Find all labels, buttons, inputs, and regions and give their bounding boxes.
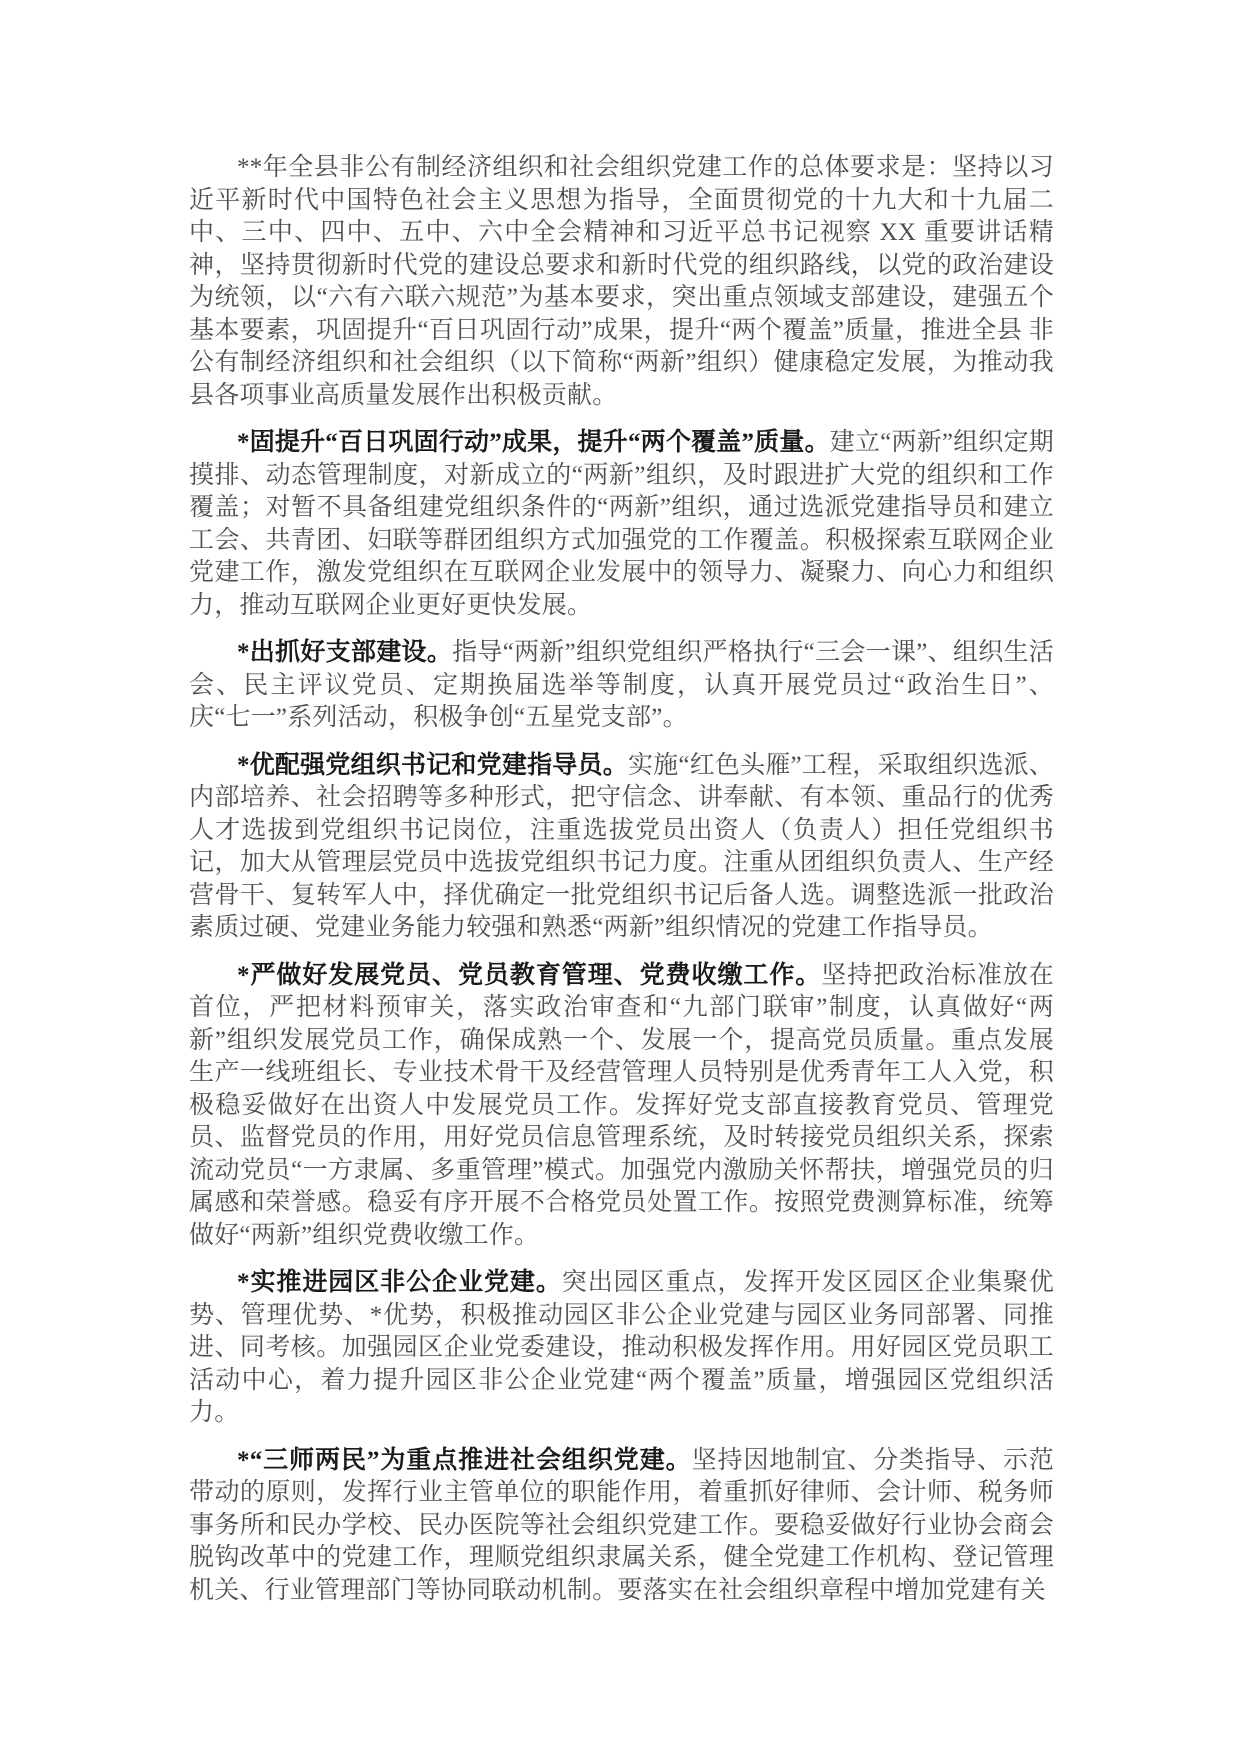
paragraph-lead: *出抓好支部建设。 <box>237 639 453 666</box>
paragraph-consolidate-two-coverages <box>189 427 1054 622</box>
paragraph-text: 坚持因地制宜、分类指导、示范带动的原则，发挥行业主管单位的职能作用，着重抓好律师、会计师、税务师事务所和民办学校、民办医院等社会组织党建工作。要稳妥做好行业协会商会脱钩改革中的党建工作，理顺党组织隶属关系，健全党建工作机构、登记管理机关、行业管理部门等协同联动机制。要落实在社会组织章程中增加党建有关 <box>189 1446 1054 1604</box>
paragraph-text: 建立“两新”组织定期摸排、动态管理制度，对新成立的“两新”组织，及时跟进扩大党的组织和工作覆盖；对暂不具备组建党组织条件的“两新”组织，通过选派党建指导员和建立工会、共青团、妇联等群团组织方式加强党的工作覆盖。积极探索互联网企业党建工作，激发党组织在互联网企业发展中的领导力、凝聚力、向心力和组织力，推动互联网企业更好更快发展。 <box>189 429 1054 619</box>
paragraph-social-organization-party-building <box>189 1445 1054 1608</box>
paragraph-text: 突出园区重点，发挥开发区园区企业集聚优势、管理优势、*优势，积极推动园区非公企业党建与园区业务同部署、同推进、同考核。加强园区企业党委建设，推动积极发挥作用。用好园区党员职工活动中心，着力提升园区非公企业党建“两个覆盖”质量，增强园区党组织活力。 <box>189 1269 1054 1426</box>
paragraph-lead: *固提升“百日巩固行动”成果，提升“两个覆盖”质量。 <box>237 429 830 456</box>
document-body <box>189 152 1054 1607</box>
paragraph-lead: *实推进园区非公企业党建。 <box>237 1269 562 1296</box>
paragraph-overall-requirements <box>189 152 1054 412</box>
paragraph-lead: *“三师两民”为重点推进社会组织党建。 <box>237 1446 692 1474</box>
paragraph-lead: *优配强党组织书记和党建指导员。 <box>237 751 628 779</box>
paragraph-lead: *严做好发展党员、党员教育管理、党费收缴工作。 <box>237 961 822 989</box>
paragraph-branch-building <box>189 637 1054 735</box>
paragraph-text: 坚持把政治标准放在首位，严把材料预审关，落实政治审查和“九部门联审”制度，认真做好“两新”组织发展党员工作，确保成熟一个、发展一个，提高党员质量。重点发展生产一线班组长、专业技术骨干及经营管理人员特别是优秀青年工人入党，积极稳妥做好在出资人中发展党员工作。发挥好党支部直接教育党员、管理党员、监督党员的作用，用好党员信息管理系统，及时转接党员组织关系，探索流动党员“一方隶属、多重管理”模式。加强党内激励关怀帮扶，增强党员的归属感和荣誉感。稳妥有序开展不合格党员处置工作。按照党费测算标准，统筹做好“两新”组织党费收缴工作。 <box>189 961 1054 1249</box>
paragraph-member-development-dues <box>189 960 1054 1253</box>
paragraph-text: 实施“红色头雁”工程，采取组织选派、内部培养、社会招聘等多种形式，把守信念、讲奉献、有本领、重品行的优秀人才选拔到党组织书记岗位，注重选拔党员出资人（负责人）担任党组织书记，加大从管理层党员中选拔党组织书记力度。注重从团组织负责人、生产经营骨干、复转军人中，择优确定一批党组织书记后备人选。调整选派一批政治素质过硬、党建业务能力较强和熟悉“两新”组织情况的党建工作指导员。 <box>189 751 1055 941</box>
paragraph-text: 指导“两新”组织党组织严格执行“三会一课”、组织生活会、民主评议党员、定期换届选举等制度，认真开展党员过“政治生日”、庆“七一”系列活动，积极争创“五星党支部”。 <box>189 639 1054 731</box>
paragraph-industrial-park-party-building <box>189 1267 1054 1430</box>
paragraph-text: **年全县非公有制经济组织和社会组织党建工作的总体要求是：坚持以习近平新时代中国特色社会主义思想为指导，全面贯彻党的十九大和十九届二中、三中、四中、五中、六中全会精神和习近平总书记视察 XX 重要讲话精神，坚持贯彻新时代党的建设总要求和新时代党的组织路线，以党的政治建设为统领，以“六有六联六规范”为基本要求，突出重点领域支部建设，建强五个基本要素，巩固提升“百日巩固行动”成果，提升“两个覆盖”质量，推进全县 非公有制经济组织和社会组织（以下简称“两新”组织）健康稳定发展，为推动我县各项事业高质量发展作出积极贡献。 <box>189 154 1054 409</box>
paragraph-party-secretaries-and-instructors <box>189 750 1054 945</box>
